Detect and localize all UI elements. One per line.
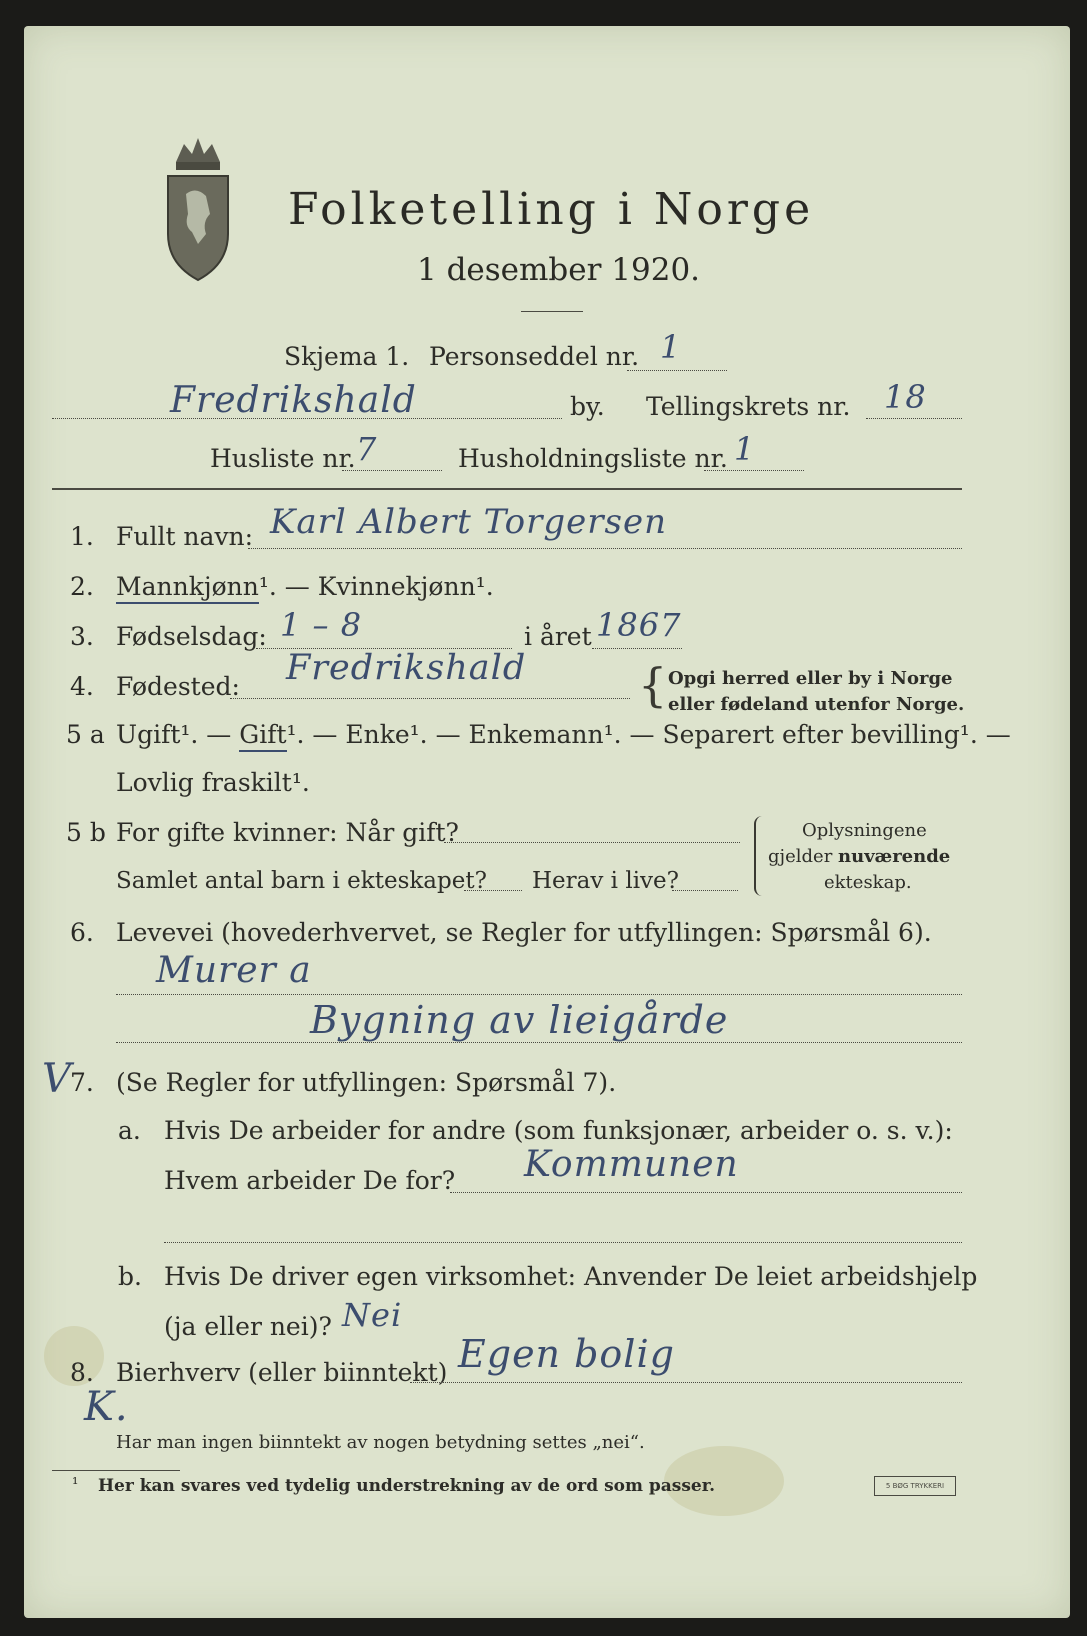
q5b-bracket xyxy=(754,816,766,896)
marital-ugift[interactable]: Ugift¹. — xyxy=(116,720,240,749)
gender-rest: ¹. — Kvinnekjønn¹. xyxy=(258,572,494,601)
q2-number: 2. xyxy=(70,572,94,601)
husholdningsliste-label: Husholdningsliste nr. xyxy=(458,444,728,473)
gender-male[interactable]: Mannkjønn xyxy=(116,572,259,604)
husliste-label: Husliste nr. xyxy=(210,444,356,473)
footnote-text: Her kan svares ved tydelig understrekning av de ord som passer. xyxy=(98,1476,716,1496)
marital-status-line2[interactable]: Lovlig fraskilt¹. xyxy=(116,768,310,797)
q5b-note-2a: gjelder xyxy=(768,846,839,867)
gender-options[interactable] xyxy=(116,572,494,601)
marital-gift[interactable]: Gift xyxy=(239,720,286,752)
q5b-note-1: Oplysningene xyxy=(802,820,927,841)
secondary-income-label: Bierhverv (eller biinntekt) xyxy=(116,1358,448,1387)
header-divider xyxy=(52,488,962,490)
birthplace-brace: { xyxy=(638,658,668,712)
personseddel-value[interactable]: 1 xyxy=(660,328,682,366)
personseddel-label: Personseddel nr. xyxy=(429,342,640,371)
q7a-line1: Hvis De arbeider for andre (som funksjonær, arbeider o. s. v.): xyxy=(164,1116,953,1145)
q7b-letter: b. xyxy=(118,1262,142,1291)
husliste-value[interactable]: 7 xyxy=(356,430,378,468)
footnote-mark: ¹ xyxy=(72,1474,79,1493)
birthdate-label: Fødselsdag: xyxy=(116,622,267,651)
by-label: by. xyxy=(570,392,605,421)
printer-stamp-text: 5 BØG TRYKKERI xyxy=(885,1482,945,1490)
printer-stamp xyxy=(874,1476,956,1496)
hired-help-value[interactable]: Nei xyxy=(342,1296,403,1334)
margin-check-mark: V xyxy=(42,1056,72,1102)
q7-number: 7. xyxy=(70,1068,94,1097)
full-name-value[interactable]: Karl Albert Torgersen xyxy=(270,502,668,542)
q6-number: 6. xyxy=(70,918,94,947)
husholdningsliste-value[interactable]: 1 xyxy=(734,430,756,468)
title-divider xyxy=(521,311,583,312)
occupation-value-1[interactable]: Murer a xyxy=(156,950,312,991)
q7a-letter: a. xyxy=(118,1116,141,1145)
q5b-married-label: For gifte kvinner: Når gift? xyxy=(116,818,459,847)
q7b-line2: (ja eller nei)? xyxy=(164,1312,332,1341)
q3-number: 3. xyxy=(70,622,94,651)
tellingskrets-value[interactable]: 18 xyxy=(884,378,927,416)
birth-year-value[interactable]: 1867 xyxy=(596,606,682,644)
q7a-line2: Hvem arbeider De for? xyxy=(164,1166,456,1195)
birth-year-label: i året xyxy=(524,622,592,651)
q4-number: 4. xyxy=(70,672,94,701)
q8-number: 8. xyxy=(70,1358,94,1387)
footnote-rule xyxy=(52,1470,180,1471)
birthplace-note-2: eller fødeland utenfor Norge. xyxy=(668,694,965,715)
occupation-value-2[interactable]: Bygning av lieigårde xyxy=(310,998,729,1042)
birthplace-note-1: Opgi herred eller by i Norge xyxy=(668,668,953,689)
occupation-label: Levevei (hovederhvervet, se Regler for utfyllingen: Spørsmål 6). xyxy=(116,918,932,947)
census-form-sheet xyxy=(24,26,1070,1618)
marital-status-options[interactable] xyxy=(116,720,1011,749)
coat-of-arms-icon xyxy=(162,134,234,284)
birthplace-value[interactable]: Fredrikshald xyxy=(286,648,527,688)
q7-label: (Se Regler for utfyllingen: Spørsmål 7). xyxy=(116,1068,617,1097)
q7b-line1: Hvis De driver egen virksomhet: Anvender De leiet arbeidshjelp xyxy=(164,1262,978,1291)
city-value[interactable]: Fredrikshald xyxy=(170,380,417,421)
full-name-label: Fullt navn: xyxy=(116,522,254,551)
secondary-income-value[interactable]: Egen bolig xyxy=(458,1332,675,1376)
employer-value[interactable]: Kommunen xyxy=(524,1144,739,1185)
margin-initials: K. xyxy=(84,1384,129,1430)
form-date: 1 desember 1920. xyxy=(417,252,701,288)
q5b-note-2b: nuværende xyxy=(838,846,951,867)
skjema-label: Skjema 1. xyxy=(284,342,410,371)
birthplace-label: Fødested: xyxy=(116,672,240,701)
form-title: Folketelling i Norge xyxy=(288,184,815,235)
q1-number: 1. xyxy=(70,522,94,551)
q5b-alive-label: Herav i live? xyxy=(532,868,679,894)
q5b-note-2 xyxy=(768,846,950,867)
tellingskrets-label: Tellingskrets nr. xyxy=(646,392,851,421)
footer-note: Har man ingen biinntekt av nogen betydning settes „nei“. xyxy=(116,1432,645,1453)
q5b-number: 5 b xyxy=(66,818,106,847)
q5a-number: 5 a xyxy=(66,720,105,749)
q5b-note-3: ekteskap. xyxy=(824,872,912,893)
birthdate-value[interactable]: 1 – 8 xyxy=(280,606,363,644)
q5b-children-label: Samlet antal barn i ekteskapet? xyxy=(116,868,487,894)
marital-rest[interactable]: ¹. — Enke¹. — Enkemann¹. — Separert efter bevilling¹. — xyxy=(286,720,1011,749)
